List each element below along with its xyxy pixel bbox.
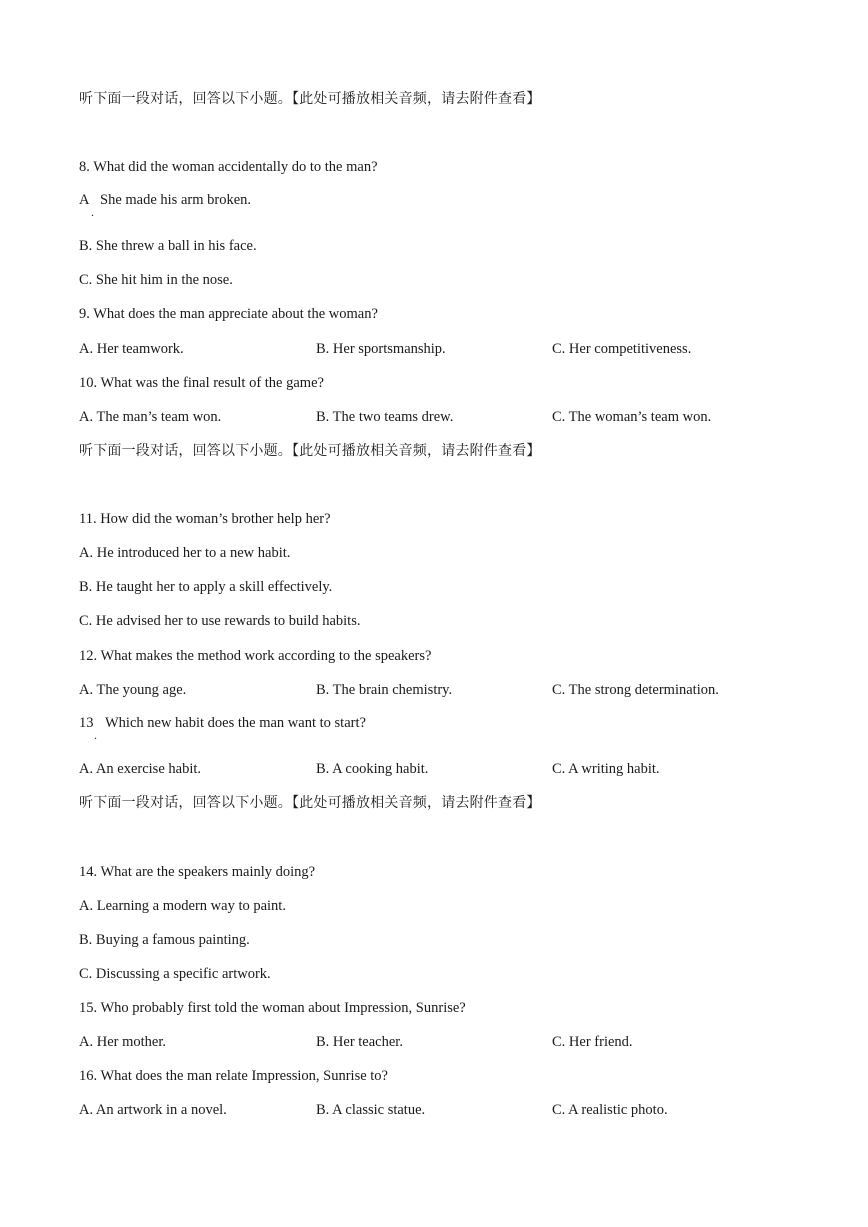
option-a: A. The man’s team won. [79, 409, 222, 425]
option-a: A. The young age. [79, 682, 187, 698]
option-letter: A [79, 192, 90, 208]
question-8-option-a [79, 191, 252, 209]
option-c: C. Her competitiveness. [552, 341, 692, 357]
question-16-options [79, 1101, 839, 1119]
option-c: C. The strong determination. [552, 682, 719, 698]
question-13-stem [79, 714, 366, 732]
question-9-options [79, 340, 839, 358]
question-8-option-c: C. She hit him in the nose. [79, 272, 233, 288]
option-text: She made his arm broken. [100, 192, 252, 208]
section-1-instruction: 听下面一段对话，回答以下小题。【此处可播放相关音频，请去附件查看】 [79, 91, 541, 107]
question-12-options [79, 681, 839, 699]
section-3-instruction: 听下面一段对话，回答以下小题。【此处可播放相关音频，请去附件查看】 [79, 795, 541, 811]
question-9-stem: 9. What does the man appreciate about the woman? [79, 306, 378, 322]
question-14-option-c: C. Discussing a specific artwork. [79, 966, 271, 982]
question-14-option-a: A. Learning a modern way to paint. [79, 898, 286, 914]
question-14-option-b: B. Buying a famous painting. [79, 932, 250, 948]
question-12-stem: 12. What makes the method work according to the speakers? [79, 648, 432, 664]
option-c: C. A writing habit. [552, 761, 660, 777]
question-11-option-a: A. He introduced her to a new habit. [79, 545, 291, 561]
option-b: B. The two teams drew. [316, 409, 454, 425]
question-number: 13 [79, 715, 94, 731]
option-b: B. Her teacher. [316, 1034, 403, 1050]
option-a: A. An artwork in a novel. [79, 1102, 227, 1118]
question-10-stem: 10. What was the final result of the game? [79, 375, 324, 391]
question-11-stem: 11. How did the woman’s brother help her? [79, 511, 331, 527]
option-a: A. Her teamwork. [79, 341, 184, 357]
question-13-options [79, 760, 839, 778]
option-c: C. Her friend. [552, 1034, 633, 1050]
option-c: C. A realistic photo. [552, 1102, 668, 1118]
question-15-options [79, 1033, 839, 1051]
option-a: A. Her mother. [79, 1034, 166, 1050]
question-15-stem: 15. Who probably first told the woman about Impression, Sunrise? [79, 1000, 466, 1016]
question-14-stem: 14. What are the speakers mainly doing? [79, 864, 316, 880]
option-b: B. A cooking habit. [316, 761, 429, 777]
stray-dot: . [91, 205, 94, 219]
question-text: Which new habit does the man want to start? [105, 715, 366, 731]
question-11-option-c: C. He advised her to use rewards to build habits. [79, 613, 361, 629]
question-16-stem: 16. What does the man relate Impression, Sunrise to? [79, 1068, 388, 1084]
question-8-option-b: B. She threw a ball in his face. [79, 238, 257, 254]
option-b: B. Her sportsmanship. [316, 341, 446, 357]
question-10-options [79, 408, 839, 426]
question-11-option-b: B. He taught her to apply a skill effectively. [79, 579, 333, 595]
stray-dot: . [94, 728, 97, 742]
option-b: B. A classic statue. [316, 1102, 426, 1118]
question-8-stem: 8. What did the woman accidentally do to the man? [79, 159, 378, 175]
option-a: A. An exercise habit. [79, 761, 202, 777]
option-b: B. The brain chemistry. [316, 682, 453, 698]
section-2-instruction: 听下面一段对话，回答以下小题。【此处可播放相关音频，请去附件查看】 [79, 443, 541, 459]
option-c: C. The woman’s team won. [552, 409, 712, 425]
